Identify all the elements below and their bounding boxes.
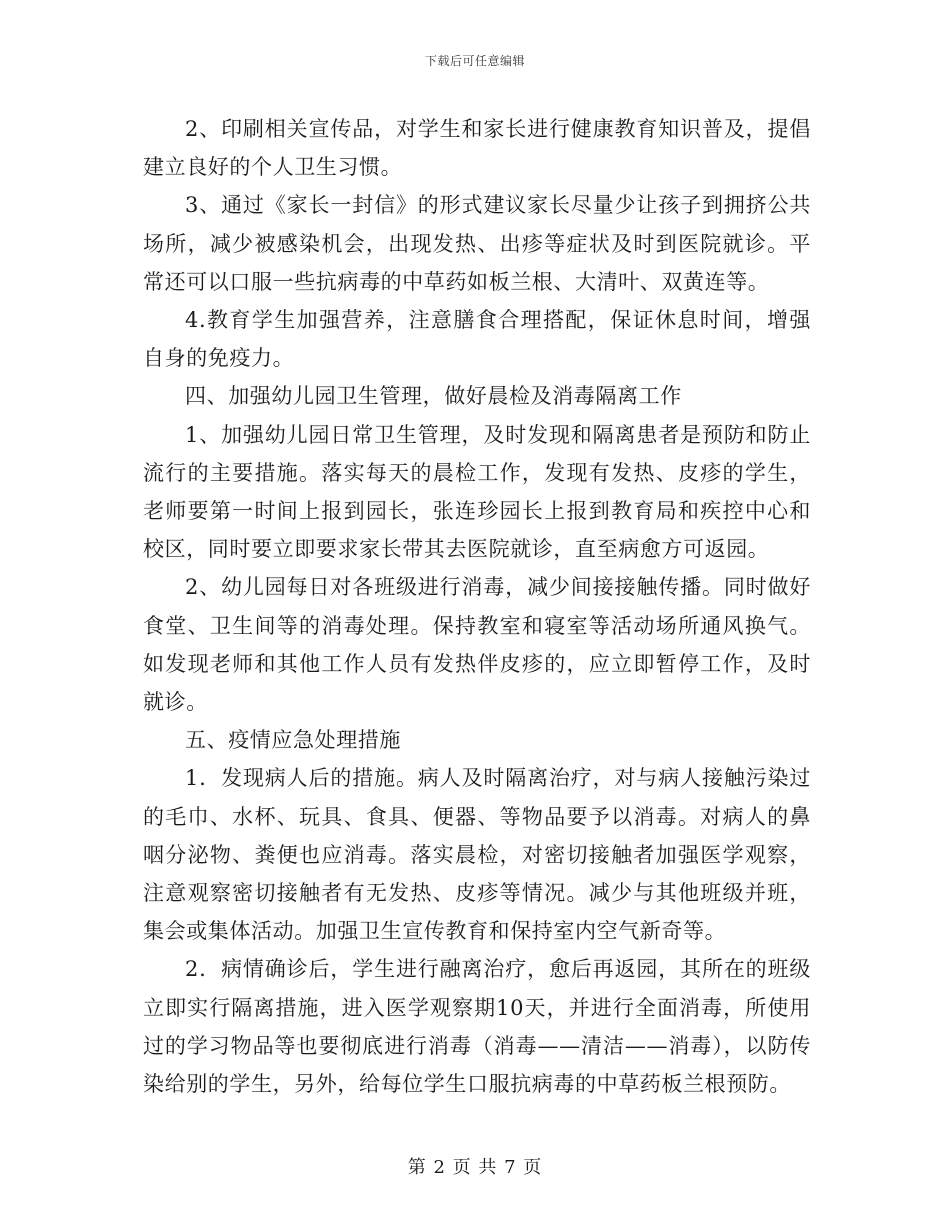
section-heading-hygiene: 四、加强幼儿园卫生管理，做好晨检及消毒隔离工作 (185, 384, 682, 409)
paragraph-patient-measures: 1．发现病人后的措施。病人及时隔离治疗，对与病人接触污染过的毛巾、水杯、玩具、食具、便器、等物品要予以消毒。对病人的鼻咽分泌物、粪便也应消毒。落实晨检，对密切接触者加强医学观察，注意观察密切接触者有无发热、皮疹等情况。减少与其他班级并班，集会或集体活动。加强卫生宣传教育和保持室内空气新奇等。 (143, 766, 811, 944)
page-header: 下载后可任意编辑 (424, 54, 525, 68)
section-heading-emergency: 五、疫情应急处理措施 (185, 728, 401, 753)
page-footer: 第 2 页 共 7 页 (407, 1157, 543, 1178)
paragraph-daily-management: 1、加强幼儿园日常卫生管理，及时发现和隔离患者是预防和防止流行的主要措施。落实每天的晨检工作，发现有发热、皮疹的学生，老师要第一时间上报到园长，张连珍园长上报到教育局和疾控中心和校区，同时要立即要求家长带其去医院就诊，直至病愈方可返园。 (143, 422, 811, 562)
paragraph-confirmed-case: 2．病情确诊后，学生进行融离治疗，愈后再返园，其所在的班级立即实行隔离措施，进入医学观察期10天，并进行全面消毒，所使用过的学习物品等也要彻底进行消毒（消毒——清洁——消毒），以防传染给别的学生，另外，给每位学生口服抗病毒的中草药板兰根预防。 (143, 957, 811, 1097)
paragraph-disinfection: 2、幼儿园每日对各班级进行消毒，减少间接接触传播。同时做好食堂、卫生间等的消毒处理。保持教室和寝室等活动场所通风换气。如发现老师和其他工作人员有发热伴皮疹的，应立即暂停工作，及时就诊。 (143, 575, 811, 715)
paragraph-nutrition: 4.教育学生加强营养，注意膳食合理搭配，保证休息时间，增强自身的免疫力。 (143, 308, 811, 371)
paragraph-leaflet: 2、印刷相关宣传品，对学生和家长进行健康教育知识普及，提倡建立良好的个人卫生习惯。 (143, 117, 811, 180)
paragraph-parent-letter: 3、通过《家长一封信》的形式建议家长尽量少让孩子到拥挤公共场所，减少被感染机会，出现发热、出疹等症状及时到医院就诊。平常还可以口服一些抗病毒的中草药如板兰根、大清叶、双黄连等。 (143, 193, 811, 294)
document-body (143, 110, 811, 1103)
